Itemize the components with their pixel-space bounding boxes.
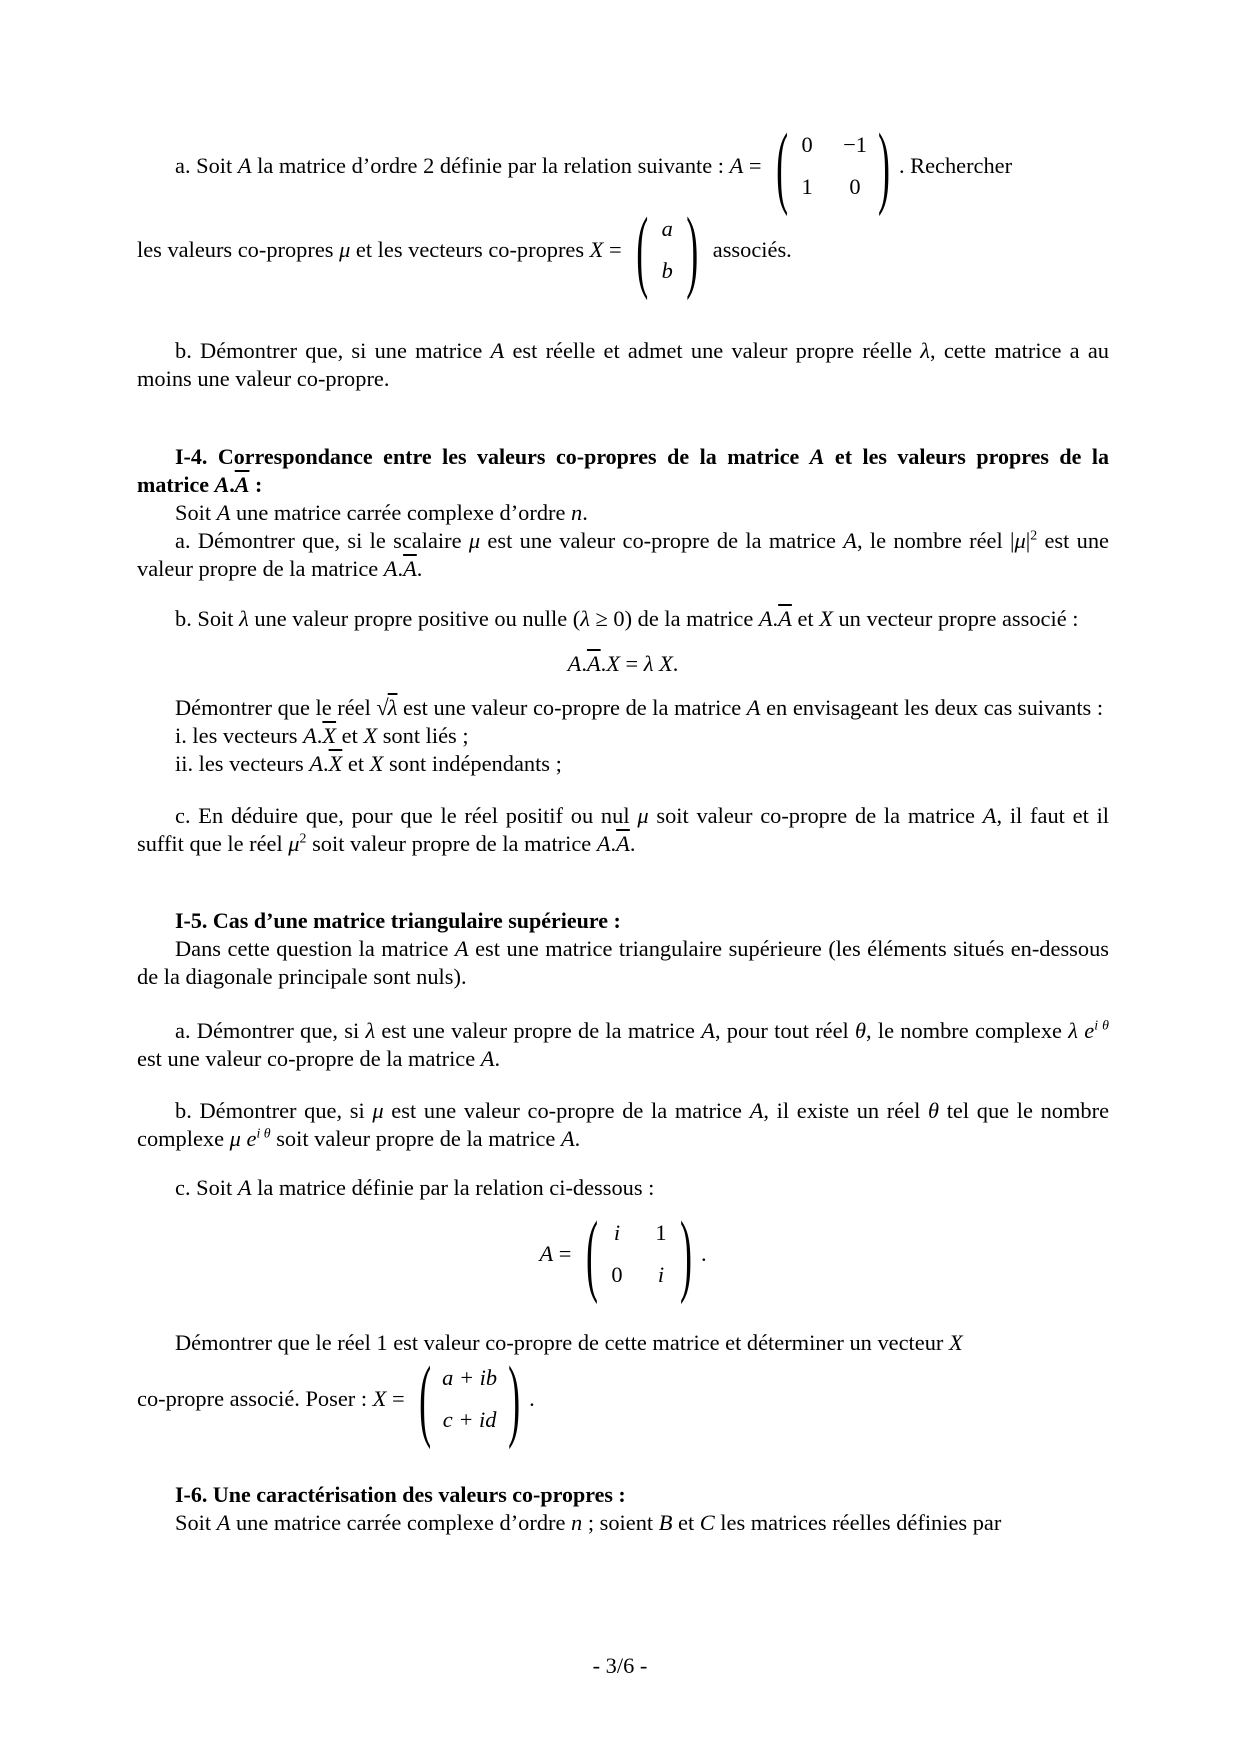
text-run: . xyxy=(629,831,636,856)
text-run: , il faut et il suffit que le réel xyxy=(137,803,1110,856)
text-run: la matrice définie par la relation ci-dessous : xyxy=(251,1175,655,1200)
section-I6-heading xyxy=(137,1481,1109,1509)
text-run: Démontrer que le réel xyxy=(175,695,377,720)
text-run: est une valeur propre de la matrice xyxy=(137,528,1109,581)
matrix-cell: i xyxy=(613,1220,621,1245)
text-run: A xyxy=(214,472,230,497)
matrix-entries xyxy=(649,212,685,288)
superscript: 2 xyxy=(1030,528,1038,544)
overlined-symbol: $\overline{A}$ xyxy=(616,831,630,856)
text-run: I-4. Correspondance entre les valeurs co-propres de la matrice xyxy=(175,444,810,469)
text-run: I-5. Cas d’une matrice triangulaire supérieure : xyxy=(175,908,621,933)
text-run: A xyxy=(567,651,582,676)
text-run: A xyxy=(758,606,773,631)
text-run: et les vecteurs co-propres xyxy=(350,237,590,262)
text-run: . xyxy=(529,1386,535,1411)
page-number: - 3/6 - xyxy=(592,1653,648,1678)
text-run: une matrice carrée complexe d’ordre xyxy=(230,500,572,525)
text-run: Dans cette question la matrice xyxy=(175,936,455,961)
text-run: . xyxy=(581,651,587,676)
text-run: λ xyxy=(643,651,654,676)
text-run: A xyxy=(539,1241,554,1266)
case-i xyxy=(137,722,1109,750)
text-run: A xyxy=(383,556,398,581)
text-run: associés. xyxy=(707,237,792,262)
text-run: = xyxy=(743,153,768,178)
matrix-cell: b xyxy=(661,258,673,283)
overlined-symbol: $\overline{A}$ xyxy=(778,606,792,631)
text-run: est une matrice triangulaire supérieure (les éléments situés en-dessous de la diagonale principale sont nuls). xyxy=(137,936,1109,989)
superscript: i θ xyxy=(1094,1018,1109,1034)
text-run: μ xyxy=(468,528,481,553)
text-run: X xyxy=(659,651,673,676)
text-run: et xyxy=(672,1510,700,1535)
text-run: est une valeur co-propre de la matrice xyxy=(137,1046,481,1071)
text-run: , cette matrice a au moins une valeur co-propre. xyxy=(137,338,1109,391)
text-run: , pour tout réel xyxy=(714,1018,856,1043)
text-run: , le nombre complexe xyxy=(866,1018,1069,1043)
text-run: A xyxy=(216,500,231,525)
case-ii xyxy=(137,750,1109,778)
square-root xyxy=(376,695,397,720)
text-run: . xyxy=(672,651,679,676)
matrix-right-paren: ) xyxy=(679,1203,692,1305)
matrix xyxy=(775,115,891,217)
matrix-cell: 1 xyxy=(655,1220,667,1245)
section-I4-heading xyxy=(137,443,1109,499)
text-run: . xyxy=(610,831,617,856)
text-run: e xyxy=(1084,1018,1095,1043)
overlined-symbol: $\overline{X}$ xyxy=(322,723,337,748)
text-run: en envisageant les deux cas suivants : xyxy=(760,695,1104,720)
text-run: A xyxy=(480,1046,495,1071)
text-run: . xyxy=(416,556,423,581)
text-run: A xyxy=(490,338,505,363)
text-run: est une valeur co-propre de la matrice xyxy=(397,695,747,720)
text-run: μ xyxy=(1014,528,1026,553)
text-run: Soit xyxy=(175,1510,217,1535)
question-a-line2 xyxy=(137,199,1109,301)
document-body xyxy=(137,115,1110,1537)
text-run: μ xyxy=(339,237,351,262)
text-run: , le nombre réel | xyxy=(856,528,1015,553)
text-run: n xyxy=(571,1510,583,1535)
text-run: c. En déduire que, pour que le réel positif ou nul xyxy=(175,803,638,828)
superscript: i θ xyxy=(256,1126,271,1142)
text-run: ; soient xyxy=(582,1510,659,1535)
text-run: I-6. Une caractérisation des valeurs co-propres : xyxy=(175,1482,626,1507)
text-run: Soit xyxy=(175,500,217,525)
text-run: A xyxy=(237,1175,252,1200)
text-run: e xyxy=(246,1126,257,1151)
matrix-left-paren: ( xyxy=(776,115,789,217)
text-run: . xyxy=(700,1241,707,1266)
matrix xyxy=(418,1348,521,1450)
text-run: λ xyxy=(580,606,590,631)
overlined-symbol: $\overline{A}$ xyxy=(586,651,601,676)
text-run: soit valeur propre de la matrice xyxy=(306,831,597,856)
I4-b-demontrer xyxy=(137,694,1109,722)
text-run: co-propre associé. Poser : xyxy=(137,1386,373,1411)
text-run: . xyxy=(229,472,235,497)
text-run: . xyxy=(574,1126,581,1151)
radical-sign: √ xyxy=(376,695,388,720)
text-run: sont indépendants ; xyxy=(383,751,562,776)
matrix-cell: i xyxy=(657,1262,665,1287)
text-run: μ xyxy=(229,1126,241,1151)
matrix-cell: a + ib xyxy=(442,1365,498,1390)
I5-intro xyxy=(137,935,1109,991)
text-run: : xyxy=(249,472,263,497)
text-run: . xyxy=(323,751,329,776)
text-run: Démontrer que le réel 1 est valeur co-propre de cette matrice et déterminer un vecteur xyxy=(175,1330,949,1355)
text-run: = xyxy=(553,1241,577,1266)
text-run: A xyxy=(809,444,825,469)
text-run: X xyxy=(363,723,378,748)
superscript: 2 xyxy=(299,831,307,847)
text-run: = xyxy=(386,1386,411,1411)
matrix-cell: 0 xyxy=(611,1262,623,1287)
text-run: λ xyxy=(365,1018,376,1043)
text-run: X xyxy=(606,651,620,676)
text-run: λ xyxy=(1068,1018,1078,1043)
text-run: . xyxy=(397,556,404,581)
I6-intro xyxy=(137,1509,1109,1537)
question-a-line1 xyxy=(137,115,1109,217)
text-run: soit valeur propre de la matrice xyxy=(270,1126,561,1151)
text-run: A xyxy=(701,1018,715,1043)
text-run: , il existe un réel xyxy=(763,1098,929,1123)
text-run: λ xyxy=(239,606,249,631)
I4-question-c xyxy=(137,802,1109,858)
text-run: μ xyxy=(372,1098,384,1123)
text-run: . Rechercher xyxy=(898,153,1013,178)
overlined-symbol: $\overline{A}$ xyxy=(403,556,417,581)
text-run: . xyxy=(772,606,779,631)
text-run: = xyxy=(619,651,644,676)
text-run: X xyxy=(589,237,604,262)
matrix-cell: c + id xyxy=(442,1407,497,1432)
matrix-right-paren: ) xyxy=(686,199,699,301)
matrix-entries xyxy=(789,128,877,204)
text-run: une valeur propre positive ou nulle ( xyxy=(248,606,581,631)
matrix-entries xyxy=(599,1216,679,1292)
equation-AAX-lambdaX xyxy=(137,650,1109,678)
text-run: a. Démontrer que, si le scalaire xyxy=(175,528,469,553)
text-run: a. Soit xyxy=(175,153,238,178)
text-run: est réelle et admet une valeur propre réelle xyxy=(504,338,921,363)
text-run: A xyxy=(303,723,317,748)
text-run: b. Démontrer que, si xyxy=(175,1098,373,1123)
text-run: X xyxy=(372,1386,387,1411)
text-run: est une valeur co-propre de la matrice xyxy=(383,1098,750,1123)
matrix-entries xyxy=(432,1361,507,1437)
text-run: C xyxy=(699,1510,715,1535)
I4-intro xyxy=(137,499,1109,527)
matrix xyxy=(635,199,699,301)
text-run: X xyxy=(369,751,384,776)
I5-c-poser xyxy=(137,1348,1109,1450)
text-run: la matrice d’ordre 2 définie par la relation suivante : xyxy=(251,153,730,178)
text-run: A xyxy=(749,1098,764,1123)
section-I5-heading xyxy=(137,907,1109,935)
text-run: μ xyxy=(288,831,300,856)
text-run: et xyxy=(791,606,820,631)
text-run: b. Démontrer que, si une matrice xyxy=(175,338,491,363)
I5-c-demontrer xyxy=(137,1329,1109,1357)
overlined-symbol: $\overline{A}$ xyxy=(234,472,250,497)
text-run: ≥ 0) de la matrice xyxy=(589,606,759,631)
I5-question-c xyxy=(137,1174,1109,1202)
text-run: μ xyxy=(637,803,649,828)
text-run: X xyxy=(948,1330,963,1355)
text-run: λ xyxy=(920,338,930,363)
text-run: les valeurs co-propres xyxy=(137,237,340,262)
I5-question-a xyxy=(137,1017,1109,1073)
text-run: une matrice carrée complexe d’ordre xyxy=(230,1510,572,1535)
text-run: A xyxy=(596,831,611,856)
text-run: n xyxy=(571,500,583,525)
matrix-right-paren: ) xyxy=(877,115,890,217)
text-run: . xyxy=(582,500,588,525)
text-run: A xyxy=(843,528,857,553)
text-run: et xyxy=(342,751,370,776)
text-run: A xyxy=(982,803,997,828)
question-b xyxy=(137,337,1109,393)
text-run: X xyxy=(819,606,833,631)
text-run: b. Soit xyxy=(175,606,240,631)
text-run: et les valeurs propres de la matrice xyxy=(137,444,1109,497)
text-run: ii. les vecteurs xyxy=(175,751,310,776)
text-run: A xyxy=(454,936,469,961)
text-run: A xyxy=(560,1126,575,1151)
text-run: θ xyxy=(855,1018,867,1043)
text-run: θ xyxy=(928,1098,940,1123)
text-run: et xyxy=(336,723,364,748)
matrix-cell: 0 xyxy=(849,174,861,199)
text-run: soit valeur co-propre de la matrice xyxy=(648,803,983,828)
text-run: c. Soit xyxy=(175,1175,238,1200)
radicand: λ xyxy=(387,695,398,720)
text-run: a. Démontrer que, si xyxy=(175,1018,366,1043)
text-run: A xyxy=(237,153,252,178)
text-run: les matrices réelles définies par xyxy=(714,1510,1002,1535)
text-run: tel que le nombre complexe xyxy=(137,1098,1110,1151)
text-run: est une valeur propre de la matrice xyxy=(375,1018,702,1043)
text-run: . xyxy=(600,651,607,676)
matrix-right-paren: ) xyxy=(508,1348,521,1450)
I5-question-b xyxy=(137,1097,1109,1153)
text-run: i. les vecteurs xyxy=(175,723,304,748)
matrix-cell: 1 xyxy=(801,174,813,199)
text-run: = xyxy=(603,237,628,262)
overlined-symbol: $\overline{X}$ xyxy=(328,751,343,776)
text-run: A xyxy=(309,751,323,776)
text-run: A xyxy=(746,695,761,720)
text-run: A xyxy=(216,1510,231,1535)
matrix-cell: −1 xyxy=(843,132,867,157)
text-run: A xyxy=(729,153,744,178)
matrix-definition-A xyxy=(137,1203,1109,1305)
text-run: est une valeur co-propre de la matrice xyxy=(480,528,844,553)
text-run: . xyxy=(494,1046,501,1071)
text-run: . xyxy=(316,723,323,748)
matrix xyxy=(585,1203,693,1305)
matrix-left-paren: ( xyxy=(636,199,649,301)
I4-question-b xyxy=(137,605,1109,633)
text-run: un vecteur propre associé : xyxy=(832,606,1079,631)
text-run: sont liés ; xyxy=(377,723,469,748)
matrix-cell: a xyxy=(661,216,673,241)
I4-question-a xyxy=(137,527,1109,583)
text-run: B xyxy=(658,1510,673,1535)
matrix-left-paren: ( xyxy=(585,1203,598,1305)
text-run: | xyxy=(1025,528,1031,553)
matrix-cell: 0 xyxy=(801,132,813,157)
matrix-left-paren: ( xyxy=(419,1348,432,1450)
